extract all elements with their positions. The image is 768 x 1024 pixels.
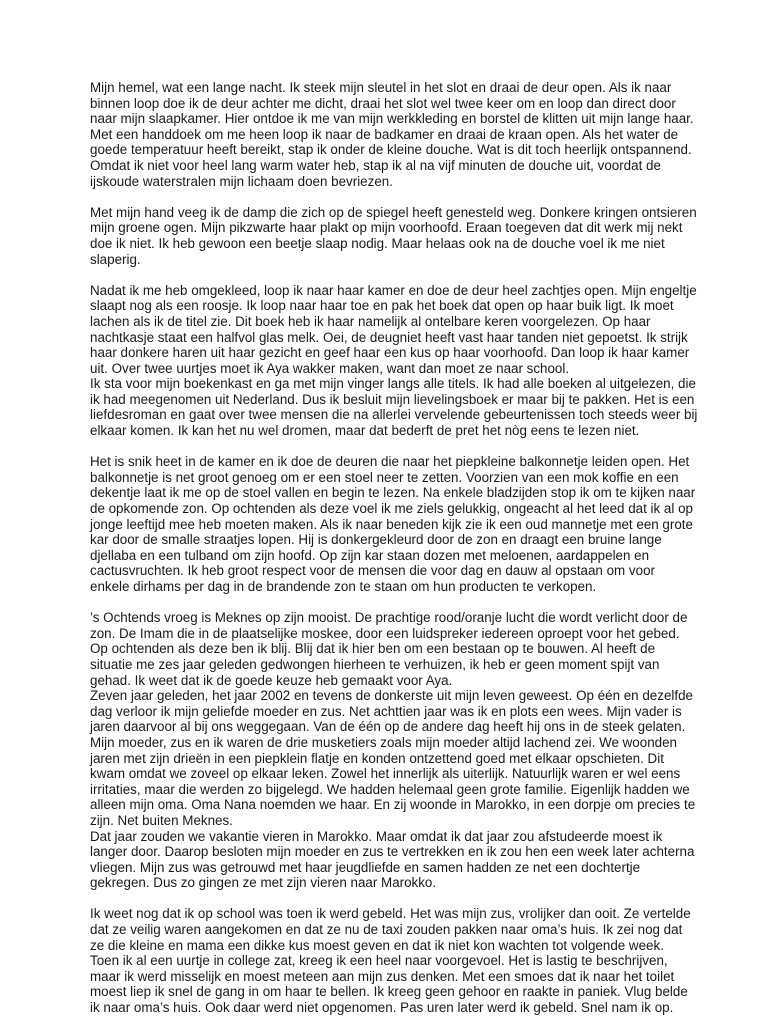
text-line: uit. Over twee uurtjes moet ik Aya wakker maken, want dan moet ze naar school. <box>90 360 570 376</box>
text-line: Het is snik heet in de kamer en ik doe de deuren die naar het piepkleine balkonnetje leiden open. Het <box>90 454 690 470</box>
text-line: situatie me zes jaar geleden gedwongen hierheen te verhuizen, ik heb er geen moment spijt van <box>90 656 660 672</box>
text-line: maar ik werd misselijk en moest meteen aan mijn zus denken. Met een smoes dat ik naar het toilet <box>90 968 675 984</box>
text-line: Dat jaar zouden we vakantie vieren in Marokko. Maar omdat ik dat jaar zou afstudeerde moest ik <box>90 828 663 844</box>
text-line: dat ze veilig waren aangekomen en dat ze nu de taxi zouden pakken naar oma’s huis. Ik zei nog dat <box>90 922 683 938</box>
text-line: vliegen. Mijn zus was getrouwd met haar jeugdliefde en samen hadden ze net een dochtertje <box>90 859 641 875</box>
text-line: Nadat ik me heb omgekleed, loop ik naar haar kamer en doe de deur heel zachtjes open. Mijn engeltje <box>90 282 697 298</box>
text-line: slaperig. <box>90 251 141 267</box>
text-line: jaren daarvoor al bij ons weggegaan. Van de één op de andere dag heeft hij ons in de steek gelaten. <box>90 719 686 735</box>
paragraph <box>90 610 688 688</box>
text-line: jonge leeftijd mee heb moeten maken. Als ik naar beneden kijk zie ik een oud mannetje met een grote <box>90 516 693 532</box>
text-line: ik had meegenomen uit Nederland. Dus ik besluit mijn lievelingsboek er maar bij te pakken. Het is een <box>90 391 695 407</box>
text-line: langer door. Daarop besloten mijn moeder en zus te vertrekken en ik zou hen een week later achterna <box>90 844 695 860</box>
text-line: Met een handdoek om me heen loop ik naar de badkamer en draai de kraan open. Als het water de <box>90 126 679 142</box>
text-line: Ik sta voor mijn boekenkast en ga met mijn vinger langs alle titels. Ik had alle boeken al uitgelezen, die <box>90 376 696 392</box>
paragraph <box>90 454 696 594</box>
text-line: mijn groene ogen. Mijn pikzwarte haar plakt op mijn voorhoofd. Eraan toegeven dat dit werk mij nekt <box>90 220 683 236</box>
text-line: enkele dirhams per dag in de brandende zon te staan om hun producten te verkopen. <box>90 579 597 594</box>
text-line: kar door de smalle straatjes lopen. Hij is donkergekleurd door de zon en draagt een bruine lange <box>90 532 662 548</box>
text-line: ik naar oma’s huis. Ook daar werd niet opgenomen. Pas uren later werd ik gebeld. Snel nam ik op. <box>90 1000 674 1016</box>
text-line: cactusvruchten. Ik heb groot respect voor de mensen die voor dag en dauw al opstaan om voor <box>90 563 655 579</box>
text-line: Mijn moeder, zus en ik waren de drie musketiers zoals mijn moeder altijd lachend zei. We woonden <box>90 734 677 750</box>
text-line: ijskoude waterstralen mijn lichaam doen bevriezen. <box>90 173 393 189</box>
text-line: djellaba en een tulband om zijn hoofd. Op zijn kar staan dozen met meloenen, aardappelen en <box>90 547 650 563</box>
paragraph <box>90 80 694 189</box>
text-line: binnen loop doe ik de deur achter me dicht, draai het slot wel twee keer om en loop dan direct door <box>90 95 676 111</box>
paragraph <box>90 688 696 828</box>
paragraph <box>90 376 698 439</box>
text-line: dag verloor ik mijn geliefde moeder en zus. Net achttien jaar was ik en plots een wees. Mijn vader is <box>90 703 682 719</box>
text-line: alleen mijn oma. Oma Nana noemden we haar. En zij woonde in Marokko, in een dorpje om precies te <box>90 797 696 813</box>
paragraph <box>90 906 691 1016</box>
text-line: elkaar komen. Ik kan het nu wel dromen, maar dat bederft de pret het nòg eens te lezen niet. <box>90 423 640 439</box>
text-line: gekregen. Dus zo gingen ze met zijn vieren naar Marokko. <box>90 875 437 891</box>
text-line: lachen als ik de titel zie. Dit boek heb ik haar namelijk al ontelbare keren voorgelezen. Op haar <box>90 313 651 329</box>
text-line: zijn. Net buiten Meknes. <box>90 812 233 828</box>
text-line: ’s Ochtends vroeg is Meknes op zijn mooist. De prachtige rood/oranje lucht die wordt verlicht door de <box>90 610 688 626</box>
text-line: doe ik niet. Ik heb gewoon een beetje slaap nodig. Maar helaas ook na de douche voel ik me niet <box>90 235 665 251</box>
text-line: Zeven jaar geleden, het jaar 2002 en tevens de donkerste uit mijn leven geweest. Op één en dezelfde <box>90 688 693 704</box>
text-line: zon. De Imam die in de plaatselijke moskee, door een luidspreker iedereen oproept voor het gebed. <box>90 625 680 641</box>
text-line: ze die kleine en mama een dikke kus moest geven en dat ik niet kon wachten tot volgende week. <box>90 937 664 953</box>
text-line: kwam omdat we zoveel op elkaar leken. Zowel het innerlijk als uiterlijk. Natuurlijk waren er wel eens <box>90 766 681 782</box>
paragraph <box>90 282 697 377</box>
paragraph <box>90 828 695 891</box>
text-line: nachtkasje staat een halfvol glas melk. Oei, de deugniet heeft vast haar tanden niet gepoetst. Ik strijk <box>90 329 688 345</box>
text-line: naar mijn slaapkamer. Hier ontdoe ik me van mijn werkkleding en borstel de klitten uit mijn lange haar. <box>90 111 694 127</box>
text-line: Met mijn hand veeg ik de damp die zich op de spiegel heeft genesteld weg. Donkere kringen ontsieren <box>90 204 697 220</box>
text-line: moest liep ik snel de gang in om haar te bellen. Ik kreeg geen gehoor en raakte in paniek. Vlug belde <box>90 984 688 1000</box>
text-line: gehad. Ik weet dat ik de goede keuze heb gemaakt voor Aya. <box>90 672 453 688</box>
text-line: Omdat ik niet voor heel lang warm water heb, stap ik al na vijf minuten de douche uit, voordat de <box>90 157 661 173</box>
text-line: Op ochtenden als deze ben ik blij. Blij dat ik hier ben om een bestaan op te bouwen. Al heeft de <box>90 641 656 657</box>
text-line: jaren met zijn drieën in een piepklein flatje en konden ontzettend goed met elkaar opschieten. Dit <box>90 750 664 766</box>
text-line: liefdesroman en gaat over twee mensen die na allerlei vervelende gebeurtenissen toch steeds weer bij <box>90 407 698 423</box>
text-line: de opkomende zon. Op ochtenden als deze voel ik me ziels gelukkig, ongeacht al het leed dat ik al op <box>90 501 693 517</box>
text-line: Ik weet nog dat ik op school was toen ik werd gebeld. Het was mijn zus, vrolijker dan ooit. Ze vertelde <box>90 906 691 922</box>
text-line: haar donkere haren uit haar gezicht en geef haar een kus op haar voorhoofd. Dan loop ik haar kamer <box>90 345 690 361</box>
text-line: goede temperatuur heeft bereikt, stap ik onder de kleine douche. Wat is dit toch heerlijk ontspannend. <box>90 142 692 158</box>
document-page <box>90 80 698 1016</box>
text-line: balkonnetje is net groot genoeg om er een stoel neer te zetten. Voorzien van een mok koffie en een <box>90 469 679 485</box>
text-line: slaapt nog als een roosje. Ik loop naar haar toe en pak het boek dat open op haar buik ligt. Ik moet <box>90 298 674 314</box>
paragraph <box>90 204 697 267</box>
text-line: Toen ik al een uurtje in college zat, kreeg ik een heel naar voorgevoel. Het is lastig te beschrijven, <box>90 953 668 969</box>
text-line: dekentje laat ik me op de stoel vallen en begin te lezen. Na enkele bladzijden stop ik om te kijken naar <box>90 485 696 501</box>
text-line: Mijn hemel, wat een lange nacht. Ik steek mijn sleutel in het slot en draai de deur open. Als ik naar <box>90 80 672 95</box>
text-line: irritaties, maar die werden zo bijgelegd. We hadden helemaal geen grote familie. Eigenlijk hadden we <box>90 781 690 797</box>
